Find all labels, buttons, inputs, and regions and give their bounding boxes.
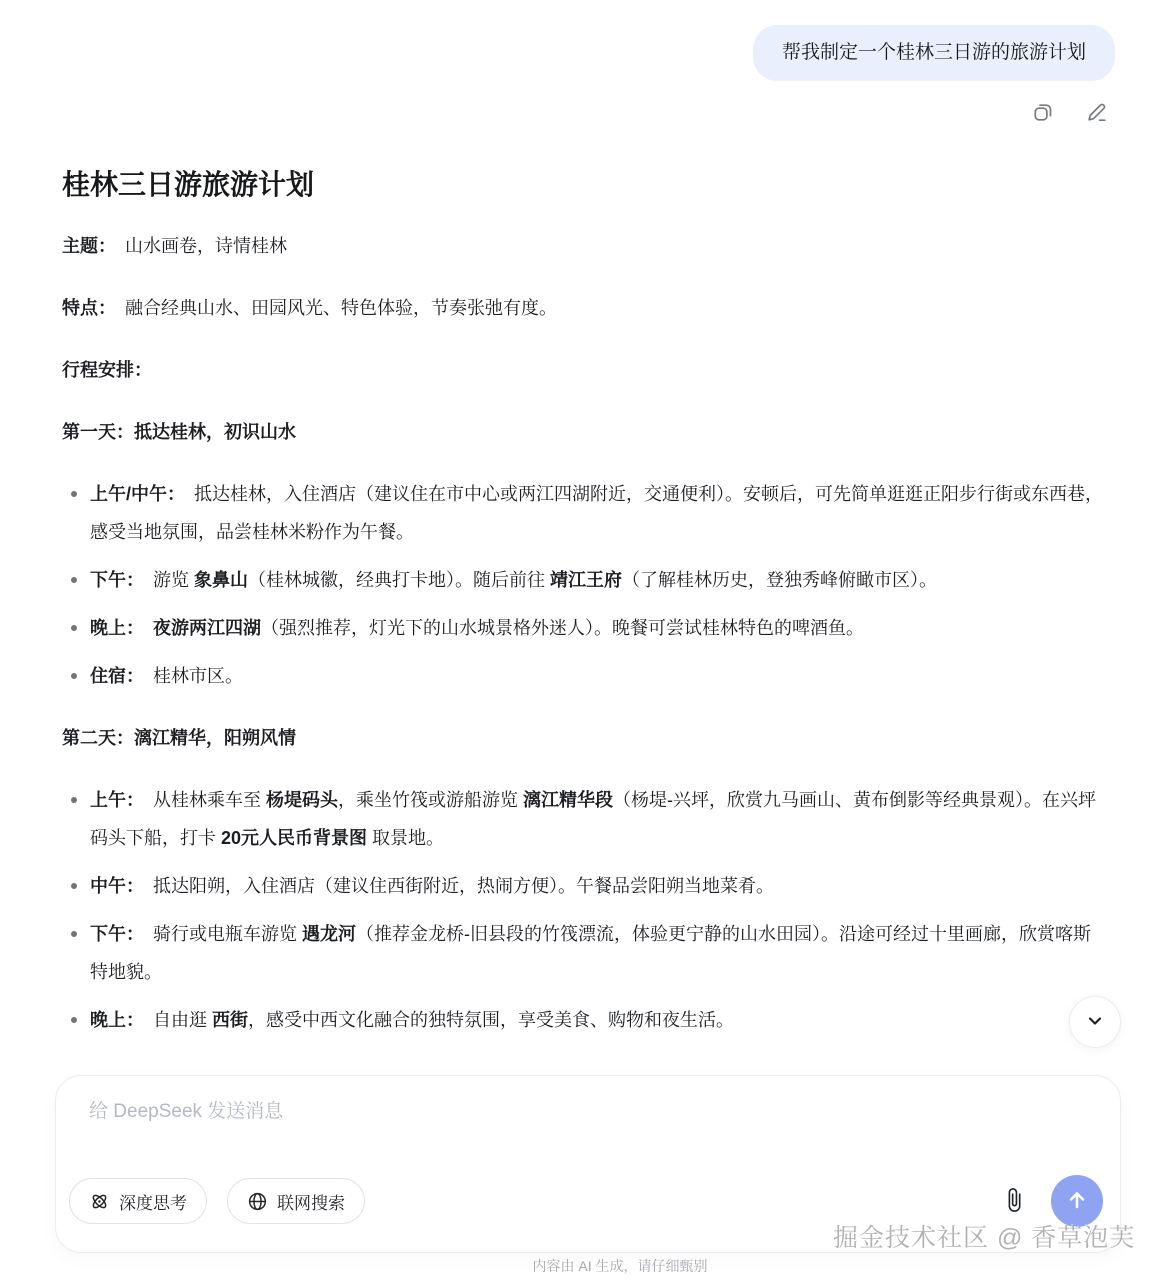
arrow-up-icon	[1065, 1188, 1089, 1215]
item-label: 上午：	[90, 790, 144, 810]
itinerary-list	[62, 781, 1105, 1039]
ai-disclaimer: 内容由 AI 生成，请仔细甄别	[532, 1258, 708, 1274]
web-search-label: 联网搜索	[277, 1193, 345, 1213]
message-actions	[62, 100, 1109, 127]
item-text: 抵达桂林，入住酒店（建议住在市中心或两江四湖附近，交通便利）。安顿后，可先简单逛逛正阳步行街或东西巷，感受当地氛围，品尝桂林米粉作为午餐。	[90, 484, 1104, 542]
item-text: 自由逛	[153, 1010, 213, 1030]
edit-button[interactable]	[1085, 100, 1109, 127]
assistant-response	[62, 163, 1105, 1039]
item-text: 抵达阳朔，入住酒店（建议住西街附近，热闹方便）。午餐品尝阳朔当地菜肴。	[153, 876, 774, 896]
item-highlight: 20元人民币背景图	[221, 828, 368, 848]
item-text: （杨堤-兴坪，欣赏九马画山、黄布倒影等经典景观）。在兴坪码头下船，打卡	[90, 790, 1097, 848]
itinerary-item	[62, 475, 1105, 551]
schedule-heading-text: 行程安排：	[62, 360, 152, 380]
intro-paragraph	[62, 227, 1105, 265]
item-text: 游览	[153, 570, 195, 590]
composer-toolbar	[69, 1175, 1103, 1227]
item-text: （强烈推荐，灯光下的山水城景格外迷人）。晚餐可尝试桂林特色的啤酒鱼。	[261, 618, 864, 638]
itinerary-item	[62, 657, 1105, 695]
schedule-heading	[62, 351, 1105, 389]
message-input[interactable]	[89, 1098, 1087, 1158]
chat-container	[62, 0, 1105, 1063]
item-highlight: 夜游两江四湖	[153, 618, 261, 638]
item-label: 晚上：	[90, 618, 144, 638]
edit-icon	[1085, 100, 1109, 127]
intro-paragraph	[62, 289, 1105, 327]
response-body	[62, 227, 1105, 1039]
response-title: 桂林三日游旅游计划	[62, 169, 315, 200]
web-search-toggle[interactable]	[227, 1178, 365, 1224]
item-label: 下午：	[90, 924, 144, 944]
item-text: 桂林市区。	[153, 666, 243, 686]
paragraph-text: 融合经典山水、田园风光、特色体验，节奏张弛有度。	[125, 298, 557, 318]
composer	[55, 1075, 1121, 1253]
globe-icon	[247, 1191, 268, 1212]
paragraph-label: 主题：	[62, 236, 116, 256]
attach-file-button[interactable]	[1001, 1187, 1027, 1216]
item-highlight: 西街	[212, 1010, 249, 1030]
item-highlight: 象鼻山	[194, 570, 249, 590]
item-highlight: 遇龙河	[302, 924, 357, 944]
item-text: 取景地。	[367, 828, 445, 848]
chevron-down-icon	[1082, 1008, 1108, 1037]
user-message-row	[62, 25, 1115, 81]
itinerary-list	[62, 475, 1105, 695]
paragraph-text: 山水画卷，诗情桂林	[125, 236, 287, 256]
item-label: 下午：	[90, 570, 144, 590]
send-button[interactable]	[1051, 1175, 1103, 1227]
item-text: 从桂林乘车至	[153, 790, 267, 810]
item-label: 住宿：	[90, 666, 144, 686]
item-label: 晚上：	[90, 1010, 144, 1030]
itinerary-item	[62, 915, 1105, 991]
itinerary-item	[62, 561, 1105, 599]
item-label: 中午：	[90, 876, 144, 896]
item-label: 上午/中午：	[90, 484, 186, 504]
copy-button[interactable]	[1031, 100, 1055, 127]
community-watermark: 掘金技术社区 @ 香草泡芙	[833, 1224, 1136, 1252]
copy-icon	[1031, 100, 1055, 127]
item-text: ，感受中西文化融合的独特氛围，享受美食、购物和夜生活。	[248, 1010, 735, 1030]
deepthink-toggle[interactable]	[69, 1178, 207, 1224]
day-heading-text: 第二天：漓江精华，阳朔风情	[62, 728, 296, 748]
item-text: （推荐金龙桥-旧县段的竹筏漂流，体验更宁静的山水田园）。沿途可经过十里画廊，欣赏喀斯特地貌。	[90, 924, 1092, 982]
day-heading-text: 第一天：抵达桂林，初识山水	[62, 422, 296, 442]
itinerary-item	[62, 609, 1105, 647]
itinerary-item	[62, 867, 1105, 905]
item-text: ，乘坐竹筏或游船游览	[338, 790, 524, 810]
item-highlight: 靖江王府	[550, 570, 623, 590]
user-message-bubble: 帮我制定一个桂林三日游的旅游计划	[753, 25, 1115, 81]
scroll-to-bottom-button[interactable]	[1069, 996, 1121, 1048]
day-heading	[62, 413, 1105, 451]
item-highlight: 杨堤码头	[266, 790, 339, 810]
item-highlight: 漓江精华段	[523, 790, 614, 810]
item-text: 骑行或电瓶车游览	[153, 924, 303, 944]
paragraph-label: 特点：	[62, 298, 116, 318]
item-text: （桂林城徽，经典打卡地）。随后前往	[248, 570, 551, 590]
paperclip-icon	[1001, 1187, 1027, 1216]
day-heading	[62, 719, 1105, 757]
item-text: （了解桂林历史，登独秀峰俯瞰市区）。	[622, 570, 938, 590]
atom-icon	[89, 1191, 110, 1212]
itinerary-item	[62, 781, 1105, 857]
itinerary-item	[62, 1001, 1105, 1039]
deepthink-label: 深度思考	[119, 1193, 187, 1213]
message-input-placeholder: 给 DeepSeek 发送消息	[89, 1101, 284, 1122]
